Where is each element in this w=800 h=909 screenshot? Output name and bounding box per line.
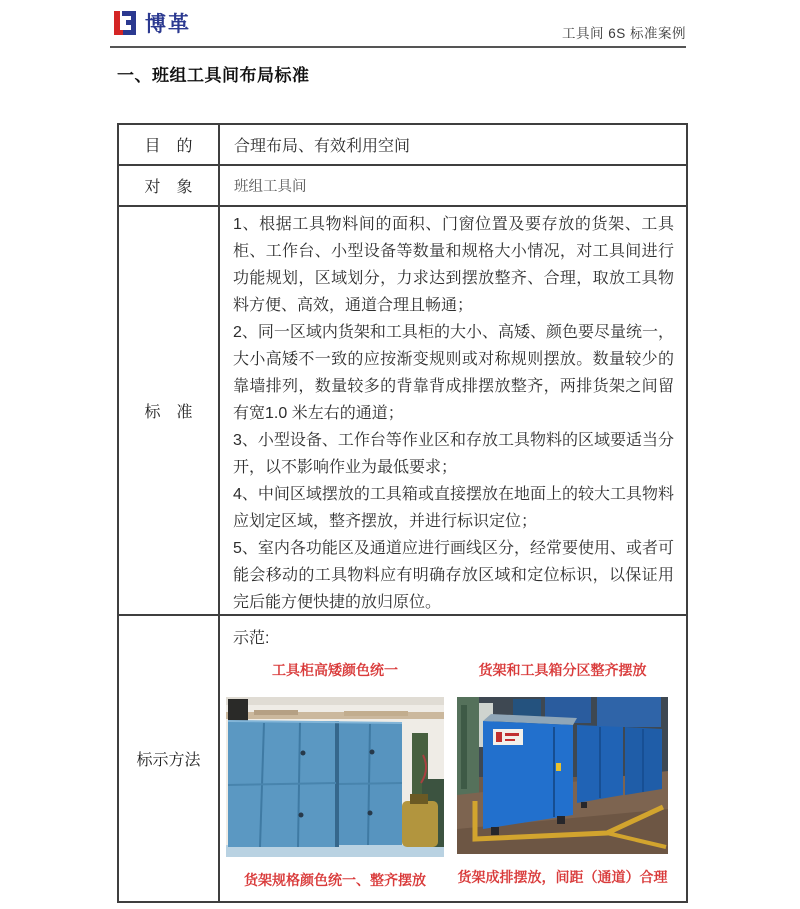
- example-shelf-rows: [456, 660, 669, 887]
- document-title: 工具间 6S 标准案例: [561, 26, 686, 41]
- standard-label-cell: 标 准: [119, 207, 220, 614]
- shelf-row-photo: [457, 697, 668, 854]
- purpose-content-cell: [220, 125, 686, 164]
- company-logo: [110, 8, 191, 38]
- object-content-cell: [220, 166, 686, 205]
- page-header: [0, 0, 800, 50]
- standard-point-5: 5、室内各功能区及通道应进行画线区分，经常要使用、或者可能会移动的工具物料应有明确存放区域和定位标识，以保证用完后能方便快捷的放归原位。: [233, 540, 674, 611]
- table-row-standard: [119, 207, 686, 616]
- table-row-method: [119, 616, 686, 901]
- table-row-purpose: [119, 125, 686, 166]
- method-label-cell: 标示方法: [119, 616, 220, 901]
- header-divider: [110, 46, 686, 48]
- caption-cabinet-uniform: 工具柜高矮颜色统一: [272, 662, 398, 678]
- standard-spec-table: [117, 123, 688, 903]
- caption-zones-tidy: 货架和工具箱分区整齐摆放: [478, 662, 647, 678]
- purpose-value: 合理布局、有效利用空间: [234, 138, 411, 155]
- logo-mark-icon: [110, 8, 140, 38]
- caption-row-spacing: 货架成排摆放，间距（通道）合理: [457, 869, 668, 885]
- demo-label: 示范:: [233, 630, 270, 647]
- object-value: 班组工具间: [234, 179, 307, 195]
- standard-point-1: 1、根据工具物料间的面积、门窗位置及要存放的货架、工具柜、工作台、小型设备等数量和规格大小情况，对工具间进行功能规划，区域划分，力求达到摆放整齐、合理，取放工具物料方便、高效，通道合理且畅通；: [233, 216, 674, 314]
- standard-content-cell: [220, 207, 686, 614]
- caption-shelf-uniform: 货架规格颜色统一、整齐摆放: [244, 872, 426, 888]
- object-label-cell: 对 象: [119, 166, 220, 205]
- standard-point-4: 4、中间区域摆放的工具箱或直接摆放在地面上的较大工具物料应划定区域，整齐摆放，并进行标识定位；: [233, 486, 674, 530]
- standard-points: [220, 207, 686, 614]
- purpose-label-cell: 目 的: [119, 125, 220, 164]
- section-heading: 一、班组工具间布局标准: [117, 66, 310, 85]
- example-tool-cabinets: [226, 660, 444, 890]
- standard-point-2: 2、同一区域内货架和工具柜的大小、高矮、颜色要尽量统一，大小高矮不一致的应按渐变规则或对称规则摆放。数量较少的靠墙排列，数量较多的背靠背成排摆放整齐，两排货架之间留有宽1.0 米左右的通道；: [233, 324, 674, 422]
- table-row-object: [119, 166, 686, 207]
- tool-cabinet-photo: [226, 697, 444, 857]
- standard-point-3: 3、小型设备、工作台等作业区和存放工具物料的区域要适当分开，以不影响作业为最低要求；: [233, 432, 674, 476]
- method-content-cell: [220, 616, 686, 901]
- logo-text: 博革: [145, 13, 191, 36]
